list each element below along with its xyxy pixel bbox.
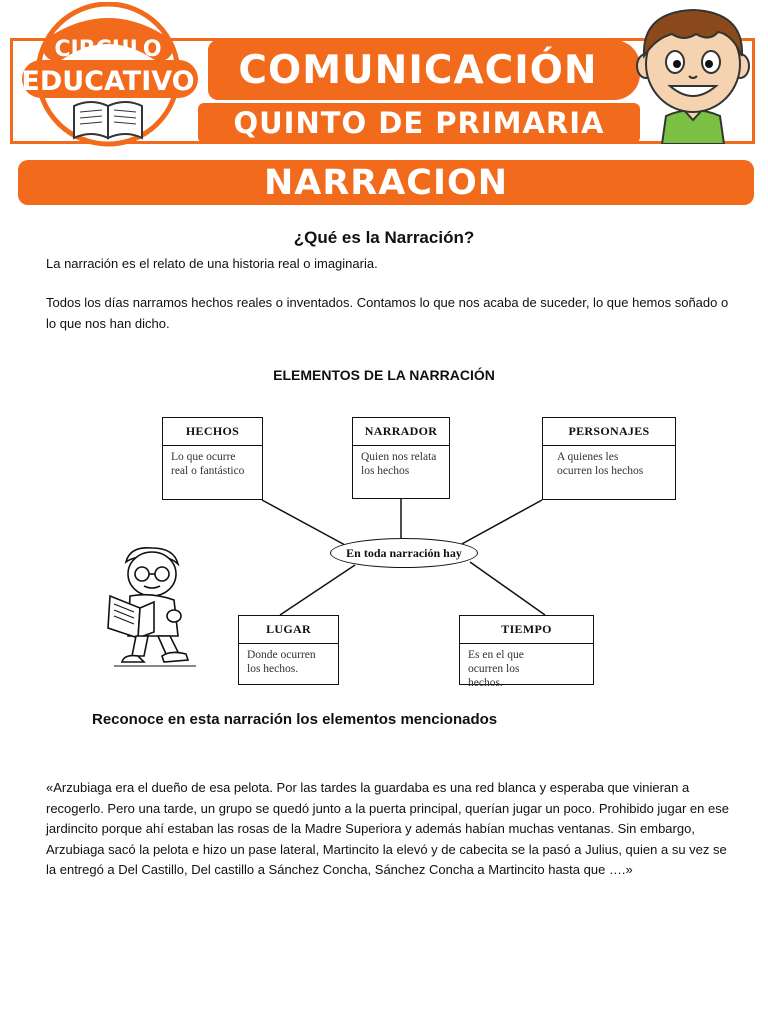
- explanation-paragraph: Todos los días narramos hechos reales o inventados. Contamos lo que nos acaba de suceder, lo que hemos soñado o lo que nos han dicho.: [46, 295, 729, 331]
- box-narrador: [352, 417, 450, 499]
- box-lugar-title: LUGAR: [239, 616, 338, 644]
- connector-tiempo: [470, 562, 545, 615]
- connector-hechos: [262, 500, 345, 545]
- box-lugar: [238, 615, 339, 685]
- box-personajes-text: A quienes les ocurren los hechos: [557, 451, 644, 477]
- page-title: COMUNICACIÓN: [238, 47, 598, 93]
- box-tiempo: [459, 615, 594, 689]
- connector-lugar: [280, 565, 355, 615]
- diagram-title: ELEMENTOS DE LA NARRACIÓN: [273, 367, 495, 383]
- circulo-educativo-logo: [10, 2, 210, 147]
- reading-boy-illustration: [100, 544, 200, 669]
- boy-face-illustration: [632, 4, 754, 144]
- elements-diagram: [0, 410, 768, 700]
- box-personajes: [542, 417, 676, 500]
- box-narrador-title: NARRADOR: [353, 418, 449, 446]
- box-tiempo-text: Es en el que ocurren los hechos.: [468, 649, 524, 689]
- box-personajes-title: PERSONAJES: [543, 418, 675, 446]
- logo-line1: CIRCULO: [54, 37, 162, 62]
- box-narrador-text: Quien nos relata los hechos: [361, 451, 437, 477]
- question-heading: ¿Qué es la Narración?: [293, 228, 475, 247]
- exercise-instruction: Reconoce en esta narración los elementos mencionados: [92, 711, 498, 728]
- connector-personajes: [460, 500, 542, 545]
- box-hechos: [162, 417, 263, 500]
- box-hechos-text: Lo que ocurre real o fantástico: [171, 451, 245, 477]
- logo-line2: EDUCATIVO: [21, 66, 195, 97]
- section-title: NARRACION: [18, 160, 754, 205]
- diagram-center-oval: En toda narración hay: [330, 538, 478, 568]
- story-paragraph: «Arzubiaga era el dueño de esa pelota. Por las tardes la guardaba es una red blanca y esperaba que vinieran a recogerlo. Pero una tarde, un grupo se quedó junto a la puerta principal, querían jugar un poco. Prohibido jugar en ese jardincito porque ahí estaban las rosas de la Madre Superiora y además habían muchas ventanas. Sin embargo, Arzubiaga sacó la pelota e hizo un pase lateral, Martincito la elevó y de cabecita se la pasó a Julius, quien a su vez se la entregó a Del Castillo, Del castillo a Sánchez Concha, Sánchez Concha a Martincito hasta que ….»: [46, 780, 729, 877]
- definition-paragraph: La narración es el relato de una historia real o imaginaria.: [46, 256, 378, 271]
- box-hechos-title: HECHOS: [163, 418, 262, 446]
- box-tiempo-title: TIEMPO: [460, 616, 593, 644]
- grade-subtitle: QUINTO DE PRIMARIA: [233, 106, 605, 140]
- box-lugar-text: Donde ocurren los hechos.: [247, 649, 316, 675]
- open-book-icon: [74, 102, 142, 138]
